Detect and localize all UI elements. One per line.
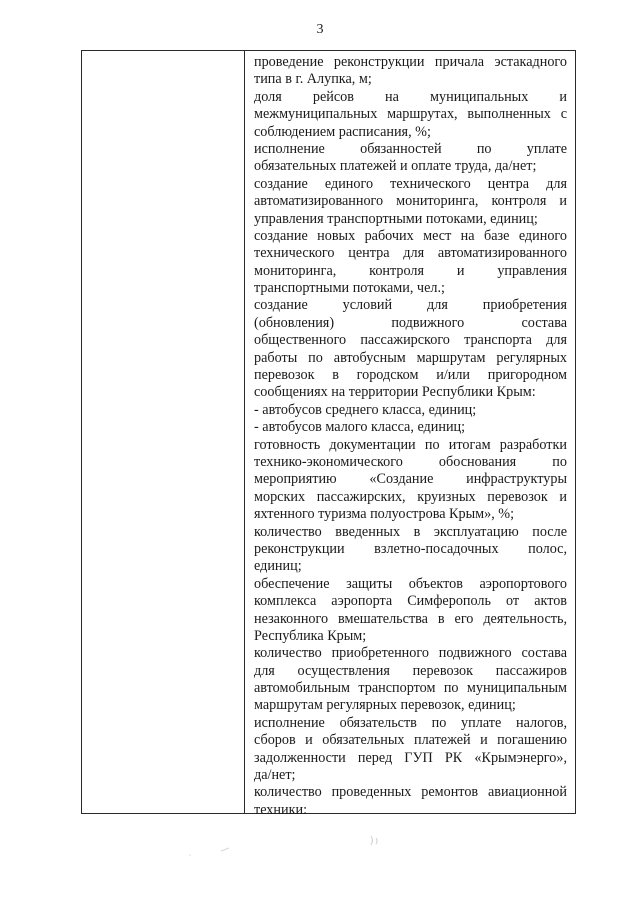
text-line: маршрутам регулярных перевозок, единиц; <box>254 697 516 714</box>
text-line: доля рейсов на муниципальных и <box>254 88 567 105</box>
text-line: готовность документации по итогам разработки <box>254 436 567 453</box>
text-line: технического центра для автоматизированного <box>254 245 567 262</box>
text-line: Республика Крым; <box>254 627 367 644</box>
text-line: проведение реконструкции причала эстакадного <box>254 54 567 70</box>
page-number: 3 <box>316 22 324 37</box>
text-line: мероприятию «Создание инфраструктуры <box>254 471 567 488</box>
text-line: количество приобретенного подвижного состава <box>254 645 567 662</box>
text-line: техники: <box>254 801 308 818</box>
text-line: создание новых рабочих мест на базе единого <box>254 227 567 244</box>
text-line: создание единого технического центра для <box>254 175 567 192</box>
scan-speck <box>221 848 229 851</box>
text-line: сборов и обязательных платежей и погашению <box>254 732 567 749</box>
text-line: обязательных платежей и оплате труда, да/нет; <box>254 158 537 175</box>
text-line: реконструкции взлетно-посадочных полос, <box>254 540 567 557</box>
text-line: задолженности перед ГУП РК «Крымэнерго», <box>254 749 567 766</box>
text-line: мониторинга, контроля и управления <box>254 262 567 279</box>
text-line: автоматизированного мониторинга, контроля и <box>254 193 567 210</box>
text-line: межмуниципальных маршрутах, выполненных с <box>254 106 567 123</box>
text-line: морских пассажирских, круизных перевозок и <box>254 488 567 505</box>
text-line: да/нет; <box>254 767 296 784</box>
scan-speck <box>189 854 191 856</box>
text-line: перевозок в городском и/или пригородном <box>254 367 567 384</box>
text-line: исполнение обязанностей по уплате <box>254 140 567 157</box>
text-line: количество проведенных ремонтов авиационной <box>254 784 567 801</box>
text-line: для осуществления перевозок пассажиров <box>254 662 567 679</box>
text-line: комплекса аэропорта Симферополь от актов <box>254 593 567 610</box>
text-line: исполнение обязательств по уплате налогов, <box>254 714 567 731</box>
text-line: технико-экономического обоснования по <box>254 453 567 470</box>
text-line: незаконного вмешательства в его деятельность, <box>254 610 567 627</box>
text-line: сообщениях на территории Республики Крым: <box>254 384 536 401</box>
text-line: управления транспортными потоками, единиц; <box>254 210 538 227</box>
scan-speck <box>371 836 377 845</box>
text-line: соблюдением расписания, %; <box>254 123 431 140</box>
text-line: общественного пассажирского транспорта для <box>254 332 567 349</box>
text-line: обеспечение защиты объектов аэропортового <box>254 575 567 592</box>
text-line: типа в г. Алупка, м; <box>254 71 372 88</box>
text-line: количество введенных в эксплуатацию после <box>254 523 567 540</box>
text-line: автомобильным транспортом по муниципальным <box>254 680 567 697</box>
text-line: транспортными потоками, чел.; <box>254 280 445 297</box>
text-line: - автобусов среднего класса, единиц; <box>254 401 477 418</box>
text-line: единиц; <box>254 558 302 575</box>
text-line: создание условий для приобретения <box>254 297 567 314</box>
text-line: - автобусов малого класса, единиц; <box>254 419 466 436</box>
text-line: работы по автобусным маршрутам регулярных <box>254 349 567 366</box>
text-line: яхтенного туризма полуострова Крым», %; <box>254 506 515 523</box>
text-line: (обновления) подвижного состава <box>254 314 567 331</box>
